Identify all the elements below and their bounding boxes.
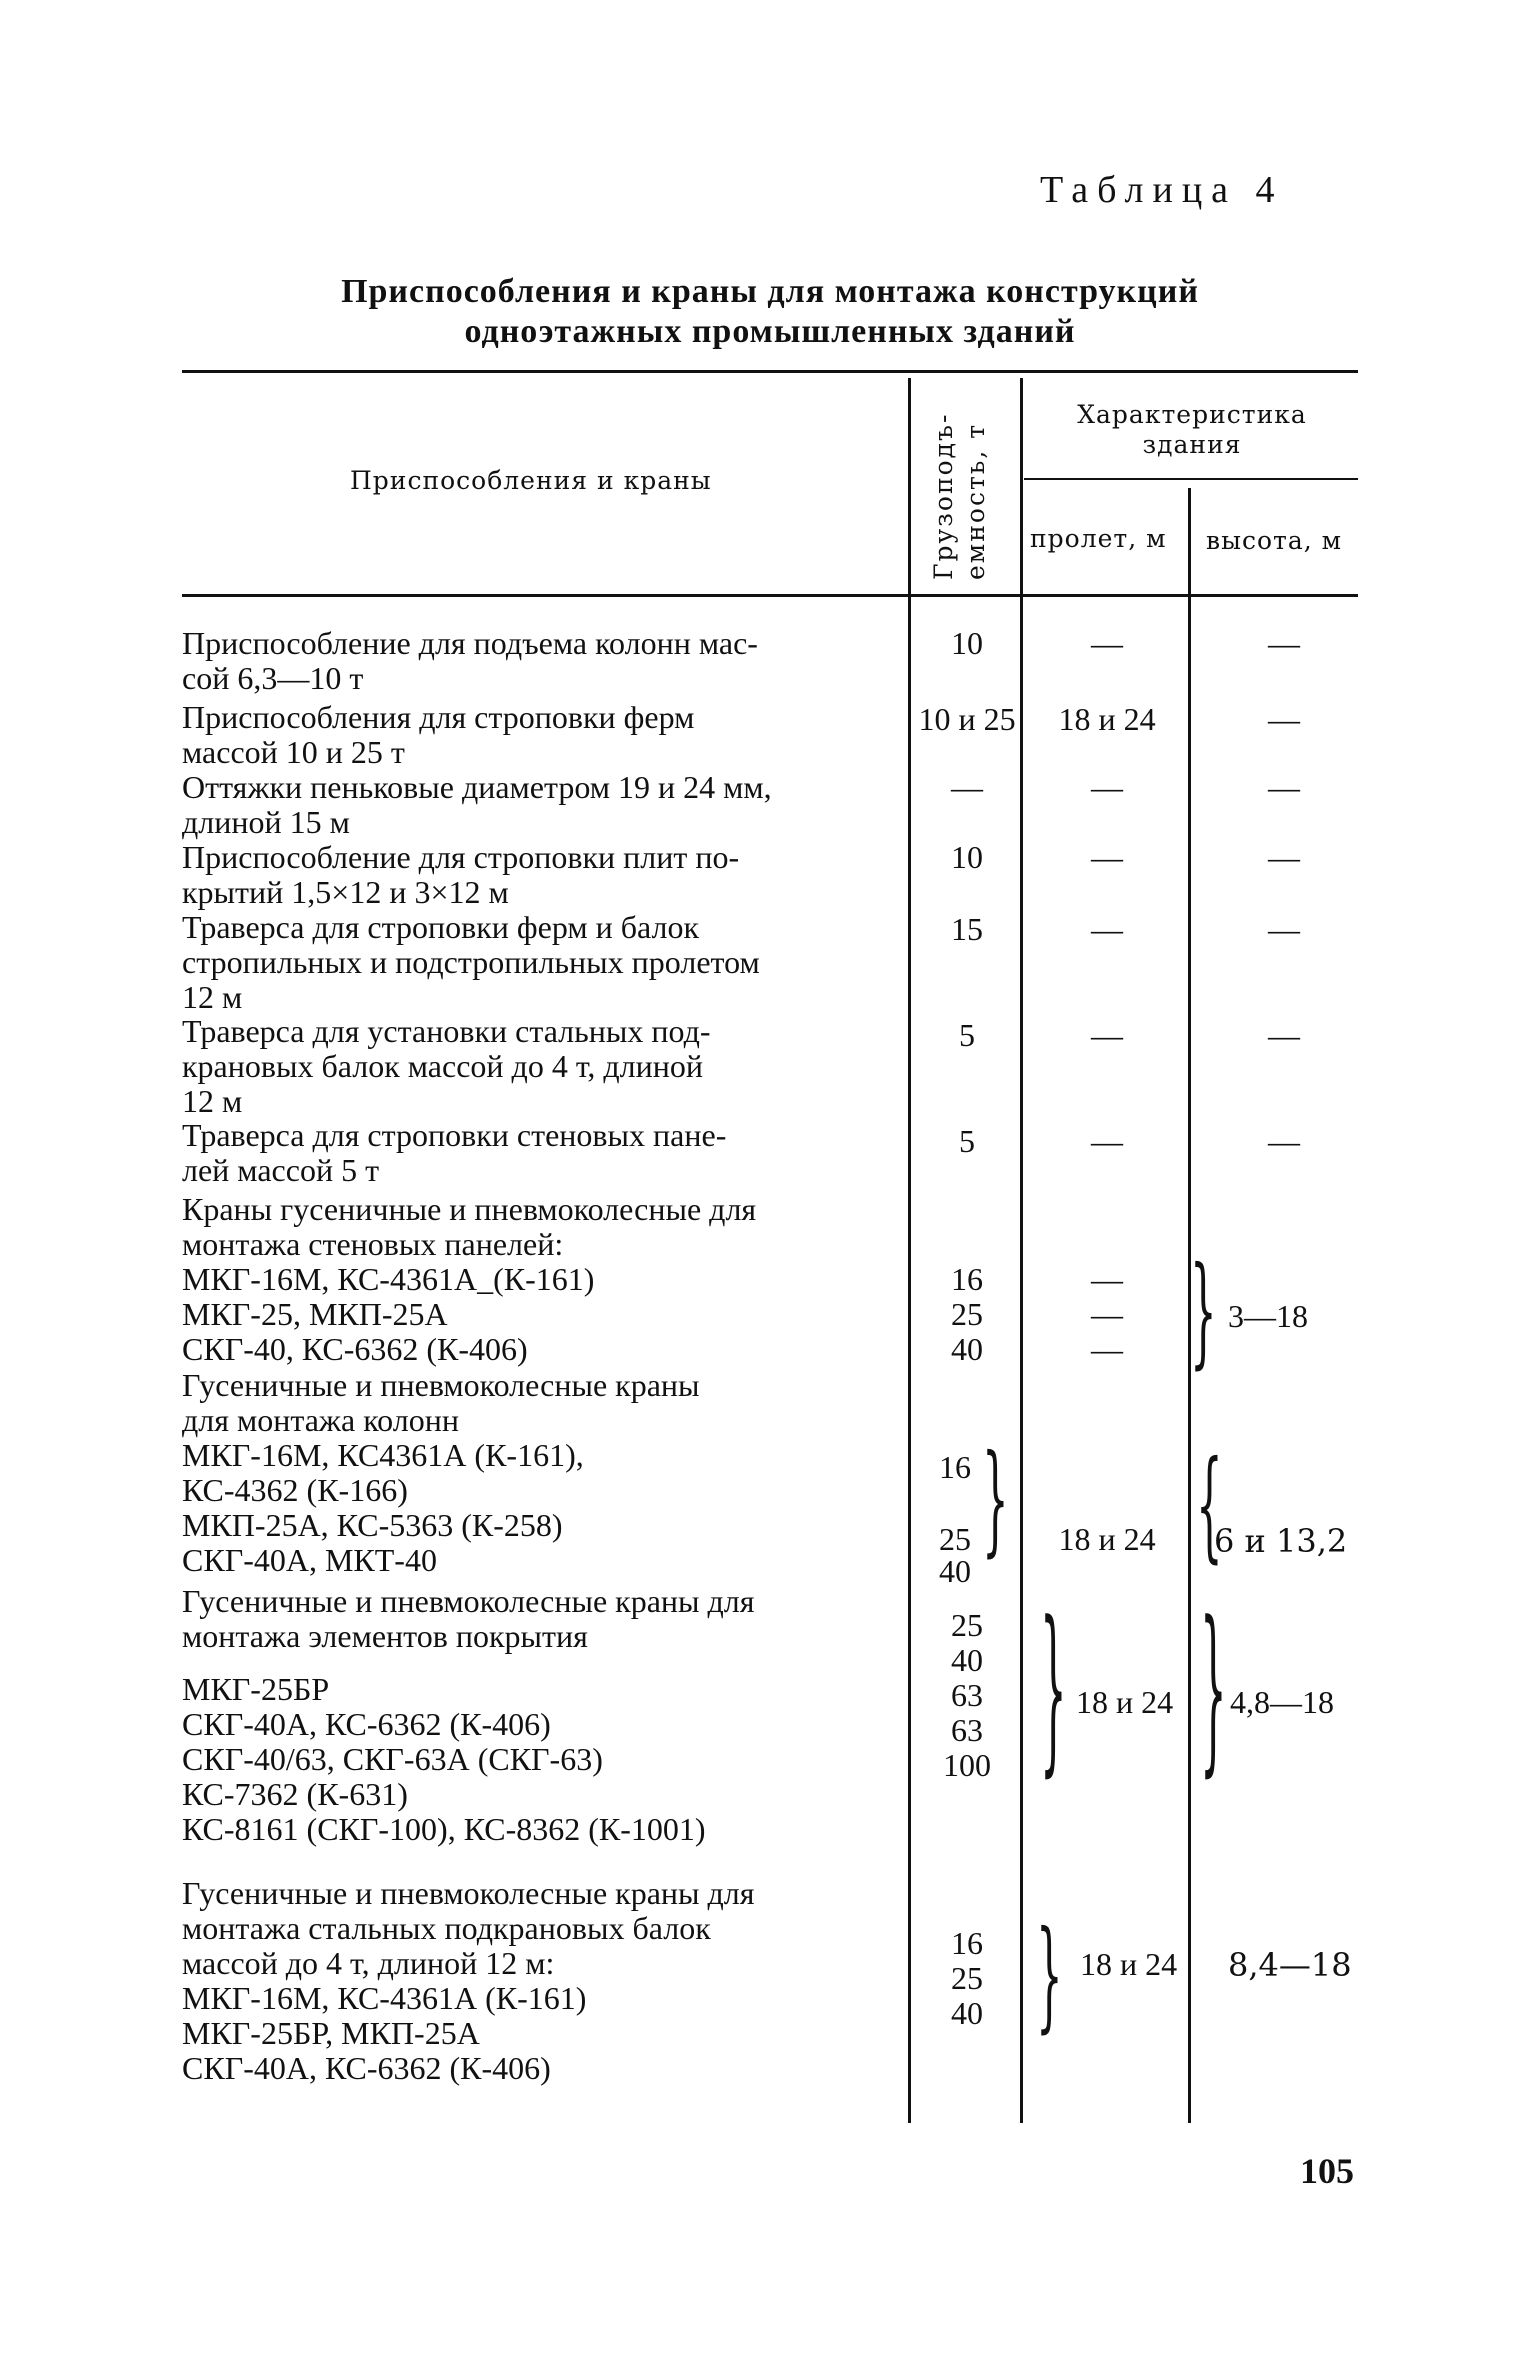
row-load: 63	[951, 1677, 983, 1713]
header-bottom-rule	[182, 594, 1358, 597]
row-desc-line: монтажа элементов покрытия	[182, 1618, 588, 1654]
brace-right: }	[1200, 1585, 1227, 1794]
crane-model: СКГ-40, КС-6362 (К-406)	[182, 1331, 528, 1367]
group-height: 3—18	[1228, 1298, 1308, 1334]
row-height: —	[1268, 769, 1300, 805]
group-span: 18 и 24	[1058, 1521, 1156, 1557]
page-number: 105	[1300, 2151, 1354, 2191]
row-load: 15	[951, 911, 983, 947]
brace-left: {	[1196, 1436, 1223, 1575]
crane-model: СКГ-40/63, СКГ-63А (СКГ-63)	[182, 1741, 603, 1777]
row-span: —	[1091, 839, 1123, 875]
crane-model: МКГ-25, МКП-25А	[182, 1296, 448, 1332]
group-span: 18 и 24	[1080, 1946, 1178, 1982]
crane-model: МКГ-25БР	[182, 1671, 330, 1707]
table-row	[182, 1584, 880, 1654]
row-desc-line: Гусеничные и пневмоколесные краны для	[182, 1583, 755, 1619]
row-span: —	[1091, 769, 1123, 805]
row-load: 40	[951, 1642, 983, 1678]
row-height: —	[1268, 1123, 1300, 1159]
table-row	[182, 1368, 880, 1578]
table-row	[182, 626, 880, 696]
row-span: —	[1091, 1261, 1123, 1297]
group-loads	[912, 1262, 1022, 1367]
header-height: высота, м	[1206, 526, 1343, 555]
row-load: 25	[951, 1960, 983, 1996]
row-height: —	[1268, 911, 1300, 947]
row-height: —	[1268, 1017, 1300, 1053]
crane-model: МКГ-16М, КС-4361А (К-161)	[182, 1980, 587, 2016]
row-desc-line: Оттяжки пеньковые диаметром 19 и 24 мм,	[182, 769, 772, 805]
row-load: 25	[951, 1296, 983, 1332]
table-row	[182, 1014, 880, 1119]
group-height: 6 и 13,2	[1214, 1522, 1348, 1560]
row-load: 16	[951, 1925, 983, 1961]
table-heading	[180, 272, 1360, 352]
row-height: —	[1268, 839, 1300, 875]
crane-model: СКГ-40А, МКТ-40	[182, 1542, 437, 1578]
crane-model: СКГ-40А, КС-6362 (К-406)	[182, 2050, 551, 2086]
row-span: —	[1091, 1017, 1123, 1053]
row-load: 5	[959, 1123, 975, 1159]
header-capacity-line2: емность, т	[961, 422, 990, 580]
row-desc-line: стропильных и подстропильных пролетом	[182, 944, 760, 980]
row-span: 18 и 24	[1058, 701, 1156, 737]
group-height: 4,8—18	[1230, 1684, 1334, 1720]
table-row	[182, 1876, 880, 2086]
table-row	[182, 1192, 880, 1367]
row-desc-line: для монтажа колонн	[182, 1402, 459, 1438]
row-desc-line: монтажа стальных подкрановых балок	[182, 1910, 711, 1946]
table-row	[182, 910, 880, 1015]
row-desc-line: монтажа стеновых панелей:	[182, 1226, 564, 1262]
crane-model: МКГ-16М, КС4361А (К-161),	[182, 1437, 584, 1473]
group-loads	[912, 1608, 1022, 1783]
row-desc-line: Гусеничные и пневмоколесные краны	[182, 1367, 700, 1403]
row-desc-line: Краны гусеничные и пневмоколесные для	[182, 1191, 757, 1227]
row-load: 40	[951, 1995, 983, 2031]
row-load: 10 и 25	[918, 701, 1016, 737]
row-load: 40	[951, 1331, 983, 1367]
row-load: 16	[939, 1449, 971, 1485]
crane-model: МКГ-16М, КС-4361А_(К-161)	[182, 1261, 595, 1297]
table-label: Таблица 4	[1040, 169, 1284, 211]
row-desc-line: Траверса для строповки ферм и балок	[182, 909, 700, 945]
row-load: 5	[959, 1017, 975, 1053]
crane-model: СКГ-40А, КС-6362 (К-406)	[182, 1706, 551, 1742]
group-height: 8,4—18	[1228, 1946, 1352, 1984]
row-desc-line: 12 м	[182, 1083, 243, 1119]
crane-model: КС-8161 (СКГ-100), КС-8362 (К-1001)	[182, 1811, 706, 1847]
building-subheader-rule	[1024, 478, 1358, 480]
brace-right: }	[1190, 1242, 1217, 1381]
row-desc-line: Траверса для строповки стеновых пане-	[182, 1117, 727, 1153]
column-divider-1	[908, 378, 911, 2123]
group-spans	[1024, 1262, 1190, 1367]
header-span: пролет, м	[1030, 524, 1167, 553]
heading-line-2: одноэтажных промышленных зданий	[464, 313, 1076, 350]
table-top-rule	[182, 370, 1358, 373]
row-load: 16	[951, 1261, 983, 1297]
row-span: —	[1091, 625, 1123, 661]
row-load: 25	[939, 1521, 971, 1557]
row-load: 25	[951, 1607, 983, 1643]
row-desc-line: длиной 15 м	[182, 804, 350, 840]
row-desc-line: лей массой 5 т	[182, 1152, 380, 1188]
table-row	[182, 700, 880, 770]
brace-right: }	[982, 1430, 1009, 1569]
row-desc-line: 12 м	[182, 979, 243, 1015]
row-desc-line: Траверса для установки стальных под-	[182, 1013, 711, 1049]
row-span: —	[1091, 911, 1123, 947]
header-capacity	[928, 413, 992, 580]
row-load: —	[951, 769, 983, 805]
row-desc-line: Приспособление для подъема колонн мас-	[182, 625, 758, 661]
row-desc-line: массой 10 и 25 т	[182, 734, 405, 770]
table-row	[182, 770, 880, 840]
header-equipment: Приспособления и краны	[350, 466, 712, 495]
row-load: 10	[951, 625, 983, 661]
row-load: 63	[951, 1712, 983, 1748]
crane-model: КС-7362 (К-631)	[182, 1776, 408, 1812]
crane-model: МКГ-25БР, МКП-25А	[182, 2015, 480, 2051]
row-load: 40	[939, 1553, 971, 1589]
group-loads	[912, 1926, 1022, 2031]
crane-list	[182, 1672, 880, 1847]
row-load: 100	[943, 1747, 991, 1783]
brace-right: }	[1036, 1906, 1063, 2045]
header-capacity-line1: Грузоподъ-	[929, 412, 958, 580]
row-desc-line: массой до 4 т, длиной 12 м:	[182, 1945, 555, 1981]
table-row	[182, 840, 880, 910]
group-span: 18 и 24	[1076, 1684, 1174, 1720]
crane-model: КС-4362 (К-166)	[182, 1472, 408, 1508]
row-span: —	[1091, 1123, 1123, 1159]
crane-model: МКП-25А, КС-5363 (К-258)	[182, 1507, 563, 1543]
row-height: —	[1268, 701, 1300, 737]
brace-right: }	[1040, 1585, 1067, 1794]
table-row	[182, 1118, 880, 1188]
row-span: —	[1091, 1296, 1123, 1332]
heading-line-1: Приспособления и краны для монтажа конструкций	[341, 273, 1199, 310]
row-desc-line: сой 6,3—10 т	[182, 660, 364, 696]
row-desc-line: крановых балок массой до 4 т, длиной	[182, 1048, 704, 1084]
row-span: —	[1091, 1331, 1123, 1367]
row-desc-line: Приспособление для строповки плит по-	[182, 839, 740, 875]
row-load: 10	[951, 839, 983, 875]
row-height: —	[1268, 625, 1300, 661]
row-desc-line: Приспособления для строповки ферм	[182, 699, 695, 735]
row-desc-line: Гусеничные и пневмоколесные краны для	[182, 1875, 755, 1911]
header-building: Характеристика здания	[1077, 400, 1307, 459]
row-desc-line: крытий 1,5×12 и 3×12 м	[182, 874, 509, 910]
